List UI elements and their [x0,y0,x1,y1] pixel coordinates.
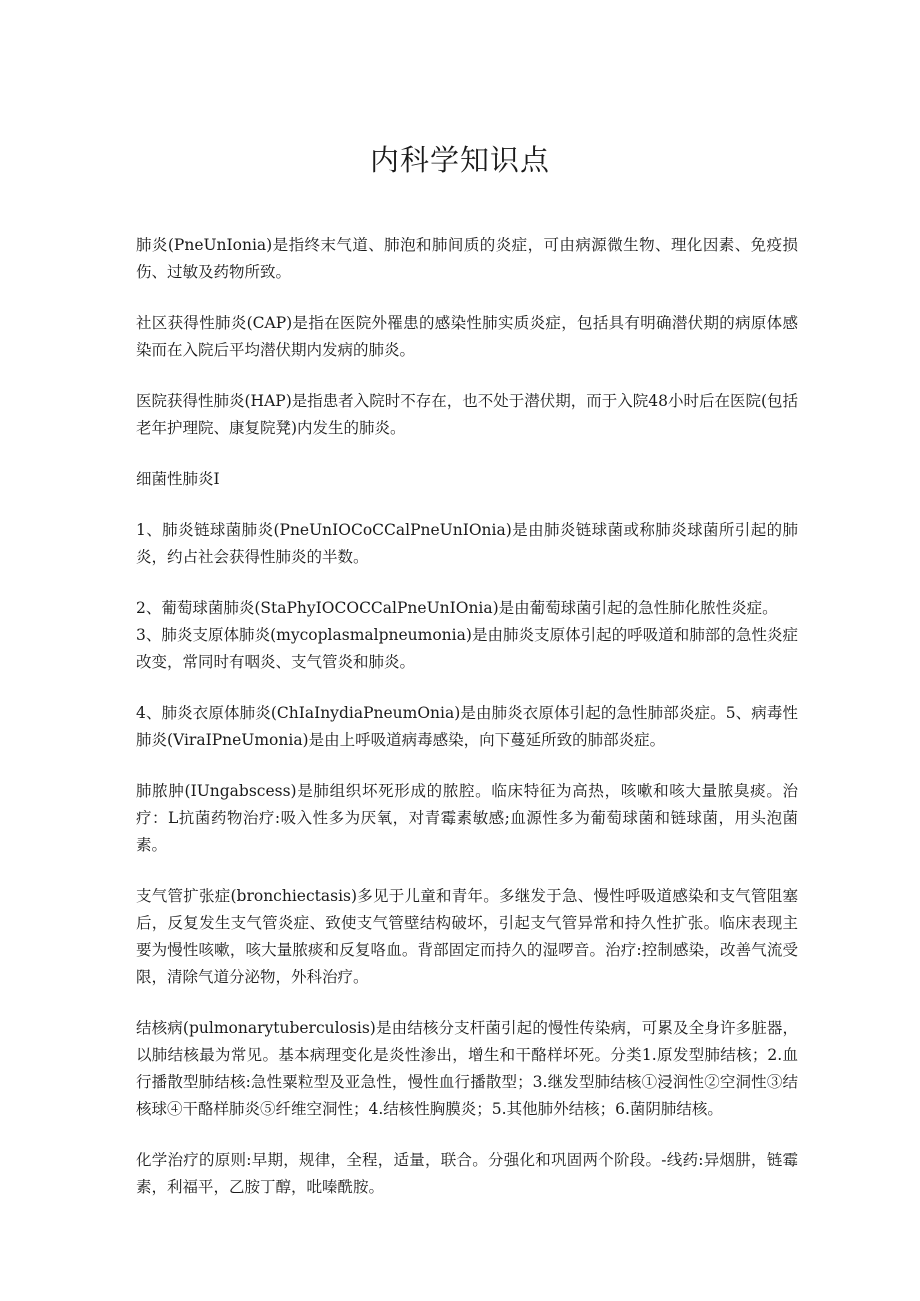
paragraph-tuberculosis: 结核病(pulmonarytuberculosis)是由结核分支杆菌引起的慢性传染病，可累及全身许多脏器，以肺结核最为常见。基本病理变化是炎性渗出，增生和干酪样坏死。分类1.原发型肺结核；2.血行播散型肺结核:急性粟粒型及亚急性，慢性血行播散型；3.继发型肺结核①浸润性②空洞性③结核球④干酪样肺炎⑤纤维空洞性；4.结核性胸膜炎；5.其他肺外结核；6.菌阴肺结核。 [136,1019,798,1118]
paragraph-pneumonia-definition: 肺炎(PneUnIonia)是指终末气道、肺泡和肺间质的炎症，可由病源微生物、理化因素、免疫损伤、过敏及药物所致。 [136,236,798,281]
paragraph-mycoplasma-pneumonia: 3、肺炎支原体肺炎(mycoplasmalpneumonia)是由肺炎支原体引起的呼吸道和肺部的急性炎症改变，常同时有咽炎、支气管炎和肺炎。 [136,626,798,671]
paragraph-chemotherapy-principles: 化学治疗的原则:早期，规律，全程，适量，联合。分强化和巩固两个阶段。-线药:异烟肼，链霉素，利福平，乙胺丁醇，吡嗪酰胺。 [136,1151,798,1196]
paragraph-cap-definition: 社区获得性肺炎(CAP)是指在医院外罹患的感染性肺实质炎症，包括具有明确潜伏期的病原体感染而在入院后平均潜伏期内发病的肺炎。 [136,314,798,359]
paragraph-staphylococcal-pneumonia: 2、葡萄球菌肺炎(StaPhyIOCOCCalPneUnIOnia)是由葡萄球菌引起的急性肺化脓性炎症。 [136,599,778,617]
paragraph-chlamydia-viral-pneumonia: 4、肺炎衣原体肺炎(ChIaInydiaPneumOnia)是由肺炎衣原体引起的急性肺部炎症。5、病毒性肺炎(ViraIPneUmonia)是由上呼吸道病毒感染，向下蔓延所致的肺部炎症。 [136,704,798,749]
paragraph-lung-abscess: 肺脓肿(IUngabscess)是肺组织坏死形成的脓腔。临床特征为高热，咳嗽和咳大量脓臭痰。治疗：L抗菌药物治疗:吸入性多为厌氧，对青霉素敏感;血源性多为葡萄球菌和链球菌，用头泡菌素。 [136,782,798,854]
paragraph-bronchiectasis: 支气管扩张症(bronchiectasis)多见于儿童和青年。多继发于急、慢性呼吸道感染和支气管阻塞后，反复发生支气管炎症、致使支气管壁结构破坏，引起支气管异常和持久性扩张。临床表现主要为慢性咳嗽，咳大量脓痰和反复咯血。背部固定而持久的湿啰音。治疗:控制感染，改善气流受限，清除气道分泌物，外科治疗。 [136,887,798,986]
paragraph-bacterial-pneumonia-heading: 细菌性肺炎I [136,470,220,488]
paragraph-pneumococcal-pneumonia: 1、肺炎链球菌肺炎(PneUnIOCoCCalPneUnIOnia)是由肺炎链球菌或称肺炎球菌所引起的肺炎，约占社会获得性肺炎的半数。 [136,521,798,566]
document-title: 内科学知识点 [369,143,550,177]
paragraph-hap-definition: 医院获得性肺炎(HAP)是指患者入院时不存在，也不处于潜伏期，而于入院48小时后在医院(包括老年护理院、康复院凳)内发生的肺炎。 [136,392,799,437]
document-body [136,232,798,1225]
